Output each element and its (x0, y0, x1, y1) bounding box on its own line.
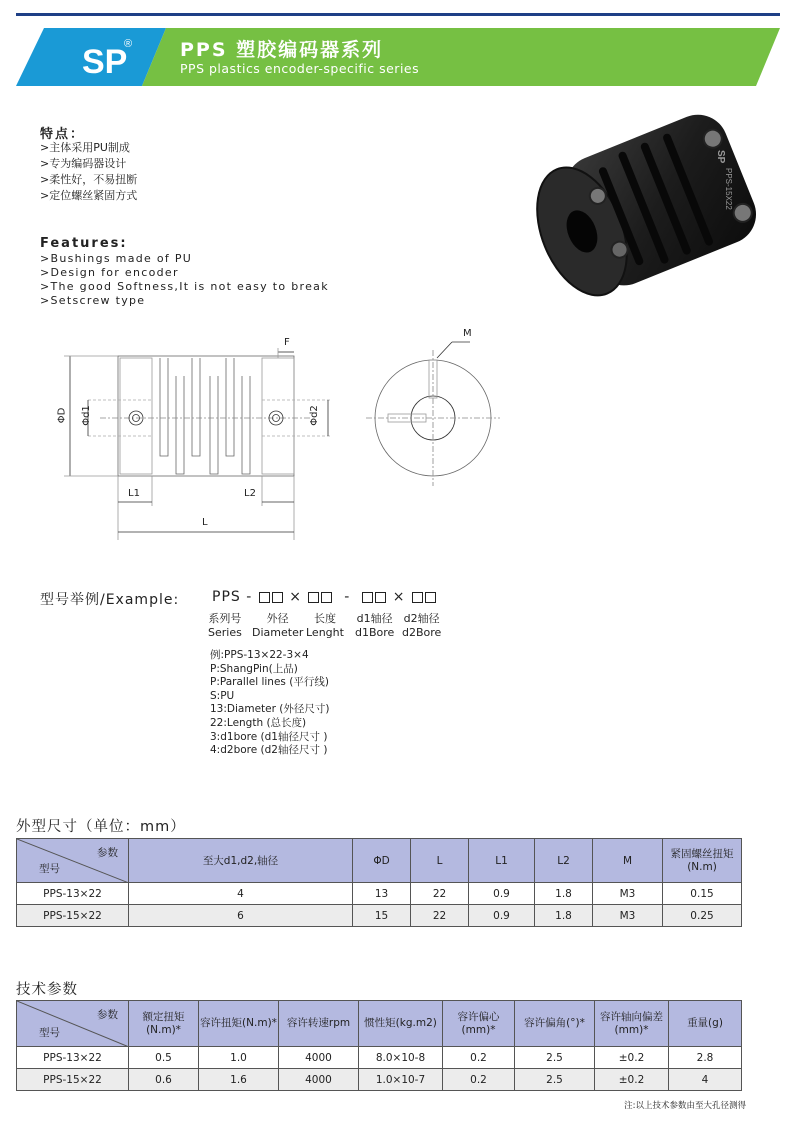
list-item: >主体采用PU制成 (40, 141, 130, 154)
series-title-en: PPS plastics encoder-specific series (180, 61, 420, 76)
list-item: >Setscrew type (40, 294, 146, 307)
cell: PPS-15×22 (17, 905, 129, 927)
cell: 0.2 (443, 1069, 515, 1091)
example-col-diameter (252, 612, 303, 640)
col-header: L1 (469, 839, 535, 883)
list-item: 22:Length (总长度) (210, 716, 307, 729)
list-item: P:Parallel lines (平行线) (210, 676, 329, 689)
code-box (425, 592, 436, 603)
cell: 22 (411, 883, 469, 905)
cell: 6 (129, 905, 353, 927)
code-times: × (289, 589, 302, 605)
cell: 2.5 (515, 1069, 595, 1091)
code-prefix: PPS - (212, 589, 253, 605)
cell: 1.0 (199, 1047, 279, 1069)
table-row (17, 905, 742, 927)
example-col-series (208, 612, 242, 640)
example-notes (210, 649, 329, 758)
svg-text:®: ® (124, 38, 133, 50)
col-header: 容许偏角(°)* (515, 1001, 595, 1047)
list-item: 4:d2bore (d2轴径尺寸 ) (210, 744, 328, 757)
corner-bottom-label: 型号 (39, 1027, 60, 1039)
header-top-line (16, 13, 780, 16)
features-en-list (40, 252, 329, 308)
dim-table (16, 838, 742, 927)
corner-cell (17, 839, 129, 883)
tech-table-title: 技术参数 (16, 982, 78, 998)
list-item: >专为编码器设计 (40, 157, 127, 170)
cell: 4000 (279, 1047, 359, 1069)
dim-label-l: L (202, 517, 208, 528)
list-item: 13:Diameter (外径尺寸) (210, 703, 330, 716)
list-item: 3:d1bore (d1轴径尺寸 ) (210, 730, 328, 743)
cell: 0.6 (129, 1069, 199, 1091)
cell: M3 (593, 905, 663, 927)
dim-label-d2: Φd2 (308, 405, 320, 426)
col-header: L (411, 839, 469, 883)
cell: PPS-13×22 (17, 883, 129, 905)
code-box (308, 592, 319, 603)
col-label-cn: 长度 (313, 612, 336, 625)
cell: PPS-13×22 (17, 1047, 129, 1069)
col-label-cn: 外径 (266, 612, 289, 625)
col-header: 紧固螺丝扭矩(N.m) (663, 839, 742, 883)
features-en-heading: Features: (40, 236, 128, 251)
features-cn-heading: 特点： (40, 127, 86, 142)
col-header: L2 (535, 839, 593, 883)
cell: M3 (593, 883, 663, 905)
col-label-cn: d1轴径 (356, 612, 393, 625)
cell: 0.15 (663, 883, 742, 905)
col-label-en: Series (208, 626, 242, 639)
code-dash: - (344, 589, 351, 605)
example-col-d2 (402, 612, 441, 640)
dim-table-title: 外型尺寸（单位：mm） (16, 819, 186, 835)
cell: 8.0×10-8 (359, 1047, 443, 1069)
cell: 4 (669, 1069, 742, 1091)
features-cn-list (40, 140, 137, 204)
cell: 22 (411, 905, 469, 927)
cell: 1.6 (199, 1069, 279, 1091)
svg-text:SP: SP (82, 43, 128, 81)
col-header: 容许扭矩(N.m)* (199, 1001, 279, 1047)
cell: 15 (353, 905, 411, 927)
table-row (17, 883, 742, 905)
example-col-length (306, 612, 344, 640)
cell: 1.8 (535, 883, 593, 905)
table-header-row (17, 1001, 742, 1047)
col-header: 容许偏心(mm)* (443, 1001, 515, 1047)
list-item: >柔性好，不易扭断 (40, 173, 138, 186)
col-header: M (593, 839, 663, 883)
col-label-cn: 系列号 (208, 612, 242, 625)
sp-logo (80, 33, 140, 81)
technical-drawing (40, 330, 540, 545)
code-times: × (392, 589, 406, 605)
col-label-en: d1Bore (355, 626, 395, 639)
code-box (272, 592, 283, 603)
dim-label-f: F (284, 337, 290, 348)
tech-table (16, 1000, 742, 1091)
dim-label-l2: L2 (244, 488, 256, 499)
col-header: 重量(g) (669, 1001, 742, 1047)
example-label: 型号举例/Example: (40, 592, 180, 608)
list-item: >Bushings made of PU (40, 252, 193, 265)
example-code (212, 589, 437, 605)
cell: 0.25 (663, 905, 742, 927)
footnote: 注:以上技术参数由至大孔径测得 (624, 1101, 746, 1111)
cell: 4 (129, 883, 353, 905)
cell: 2.5 (515, 1047, 595, 1069)
col-label-en: Diameter (252, 626, 304, 639)
col-header: 至大d1,d2,轴径 (129, 839, 353, 883)
cell: ±0.2 (595, 1047, 669, 1069)
cell: 4000 (279, 1069, 359, 1091)
cell: 13 (353, 883, 411, 905)
svg-text:PPS-15X22: PPS-15X22 (724, 168, 733, 210)
list-item: >定位螺丝紧固方式 (40, 189, 138, 202)
code-box (259, 592, 270, 603)
list-item: S:PU (210, 689, 235, 702)
corner-top-label: 参数 (97, 1009, 118, 1021)
cell: 0.9 (469, 905, 535, 927)
col-label-cn: d2轴径 (403, 612, 440, 625)
table-header-row (17, 839, 742, 883)
cell: 0.5 (129, 1047, 199, 1069)
list-item: 例:PPS-13×22-3×4 (210, 649, 309, 661)
svg-text:SP: SP (715, 150, 726, 164)
col-header: 容许轴向偏差(mm)* (595, 1001, 669, 1047)
code-box (412, 592, 423, 603)
corner-top-label: 参数 (97, 847, 118, 859)
cell: 1.8 (535, 905, 593, 927)
example-col-d1 (355, 612, 394, 640)
list-item: >Design for encoder (40, 266, 179, 279)
corner-cell (17, 1001, 129, 1047)
dim-label-l1: L1 (128, 488, 140, 499)
dim-label-m: M (463, 328, 472, 339)
product-photo (508, 108, 776, 308)
col-header: 容许转速rpm (279, 1001, 359, 1047)
cell: PPS-15×22 (17, 1069, 129, 1091)
code-box (321, 592, 332, 603)
corner-bottom-label: 型号 (39, 863, 60, 875)
col-label-en: Lenght (306, 626, 344, 639)
cell: 2.8 (669, 1047, 742, 1069)
table-row (17, 1047, 742, 1069)
cell: 1.0×10-7 (359, 1069, 443, 1091)
code-box (375, 592, 386, 603)
col-header: 额定扭矩(N.m)* (129, 1001, 199, 1047)
code-box (362, 592, 373, 603)
col-label-en: d2Bore (402, 626, 442, 639)
col-header: 惯性矩(kg.m2) (359, 1001, 443, 1047)
series-title-cn: PPS 塑胶编码器系列 (180, 39, 384, 61)
table-row (17, 1069, 742, 1091)
list-item: P:ShangPin(上品) (210, 662, 298, 675)
dim-label-d: ΦD (56, 407, 68, 424)
cell: ±0.2 (595, 1069, 669, 1091)
col-header: ΦD (353, 839, 411, 883)
cell: 0.2 (443, 1047, 515, 1069)
dim-label-d1: Φd1 (80, 405, 92, 426)
list-item: >The good Softness,It is not easy to break (40, 280, 329, 293)
cell: 0.9 (469, 883, 535, 905)
